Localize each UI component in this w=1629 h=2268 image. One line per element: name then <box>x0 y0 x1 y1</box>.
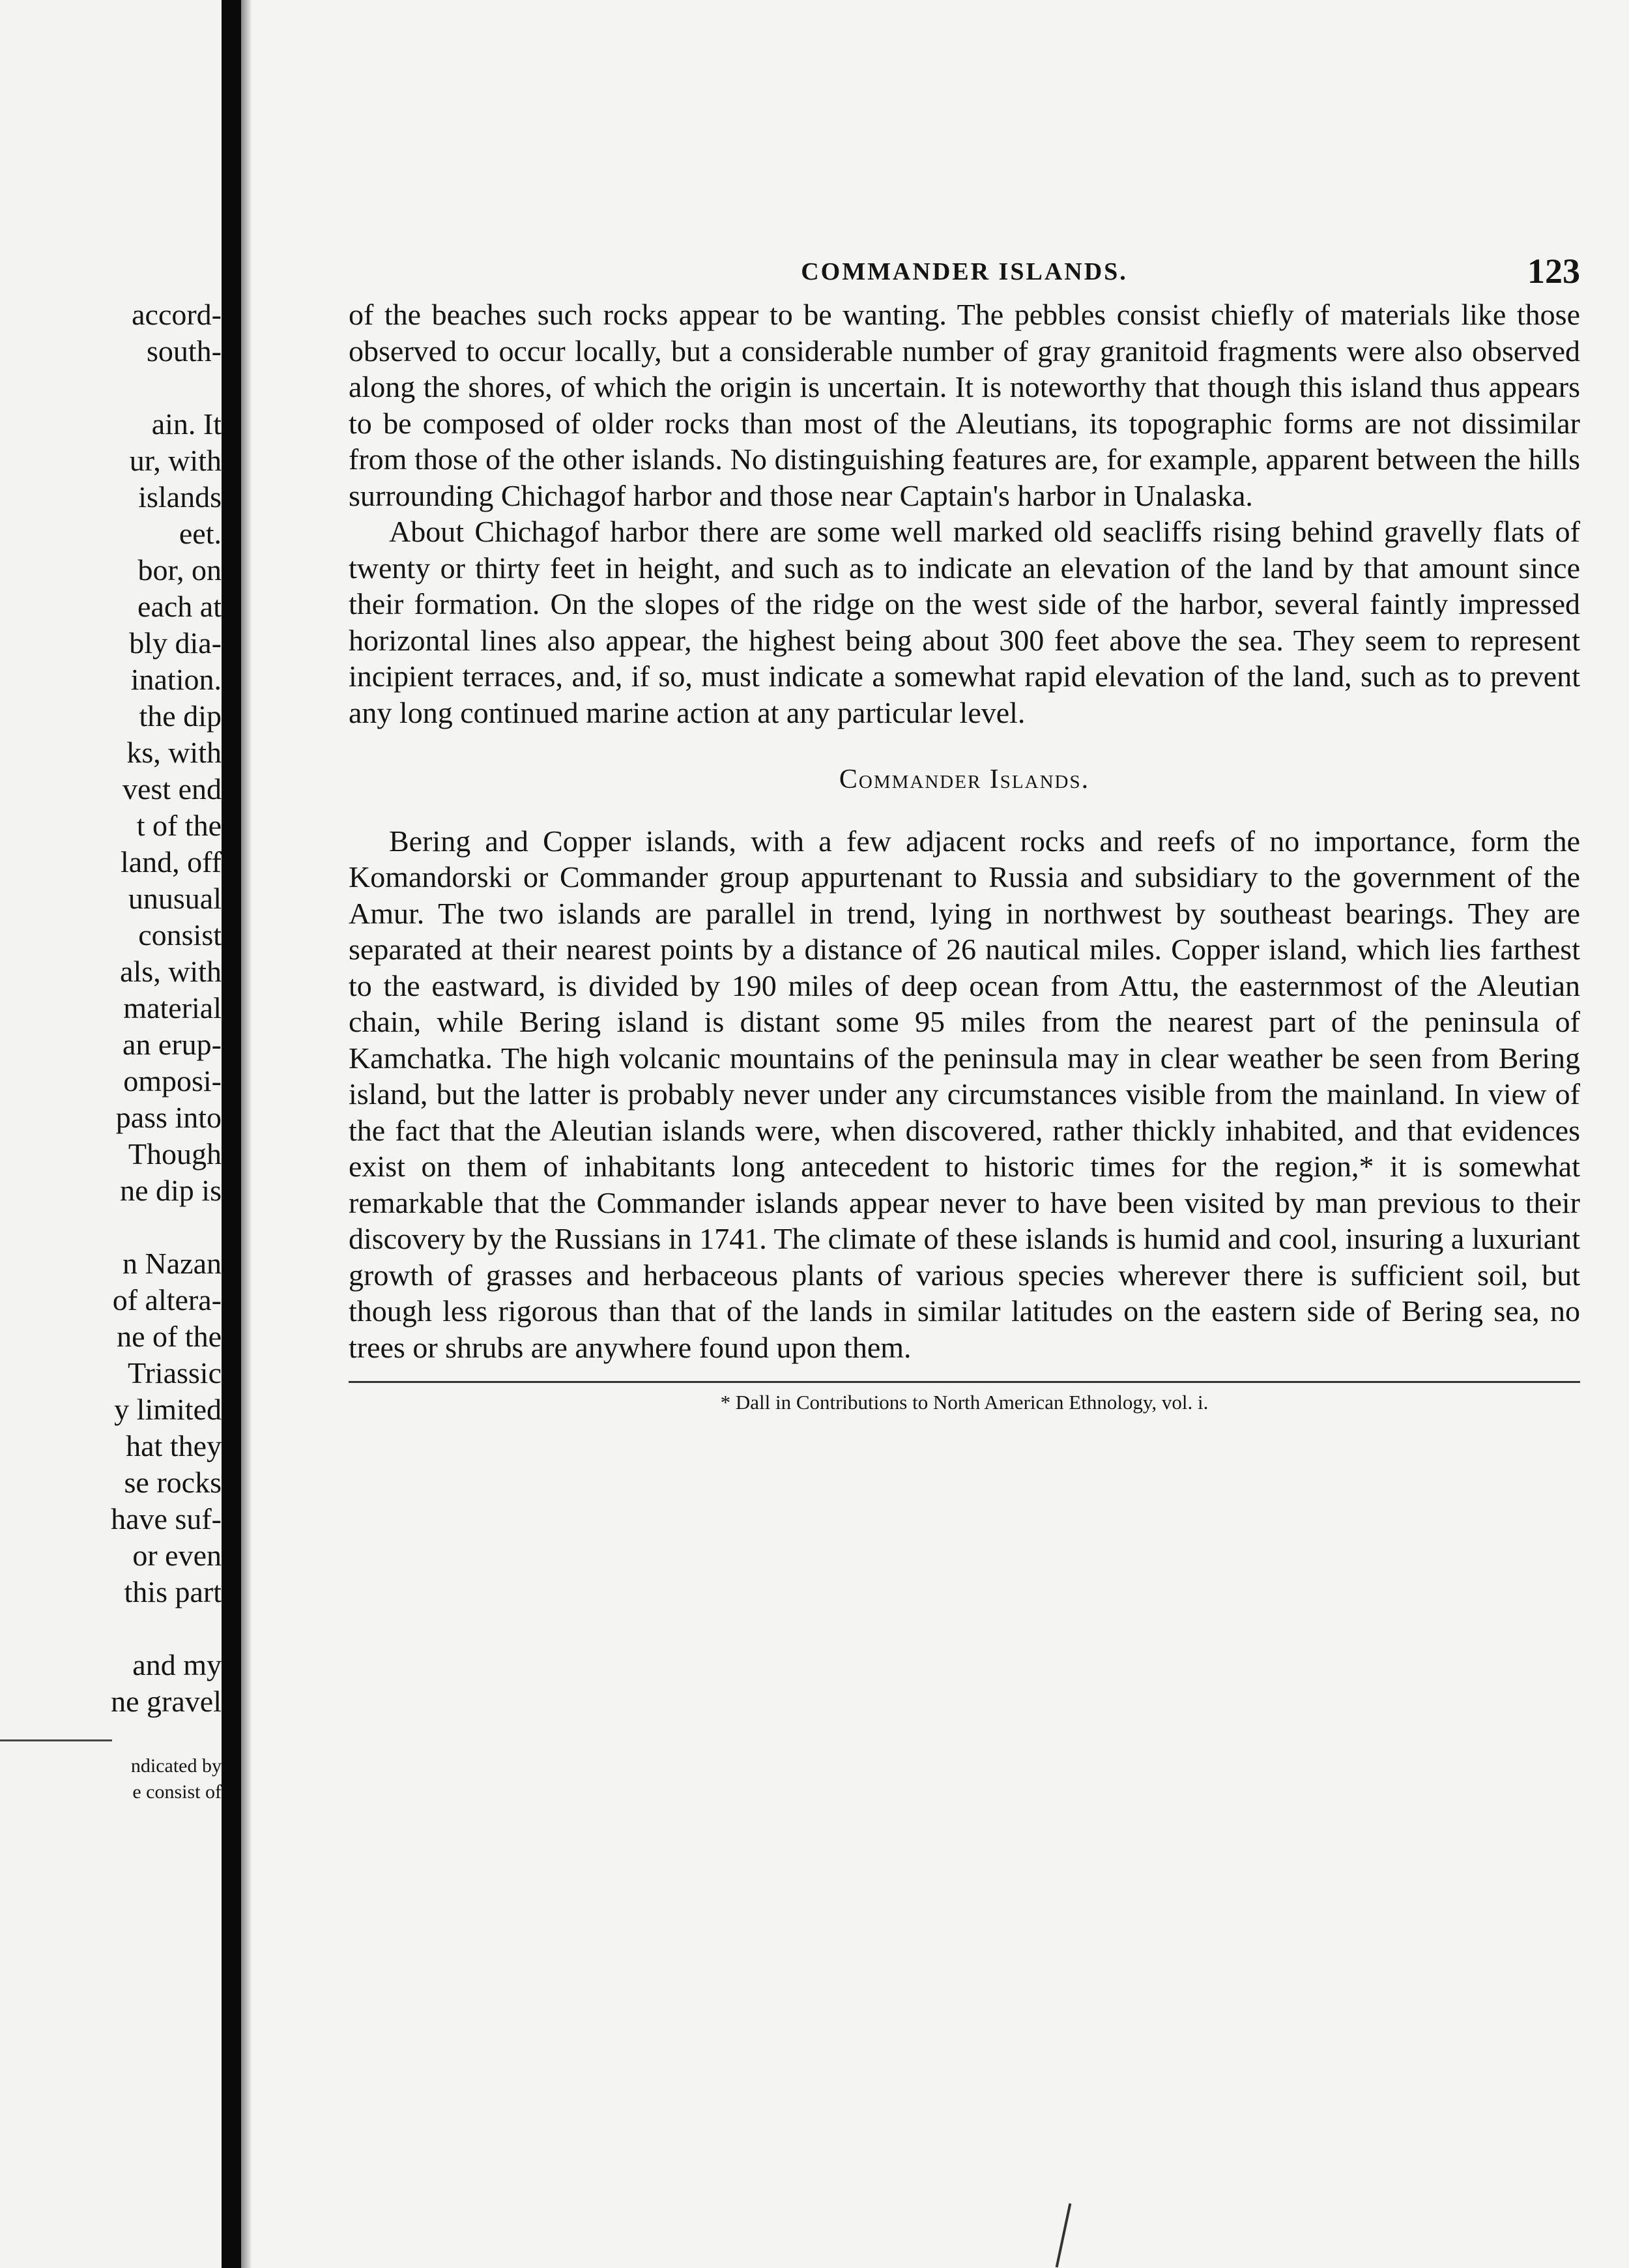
facing-page-footnote-line: e consist of <box>132 1781 222 1803</box>
facing-page-line: or even <box>132 1539 222 1572</box>
paragraph: About Chichagof harbor there are some well marked old seacliffs rising behind gravelly flats of twenty or thirty feet in height, and such as to indicate an elevation of the land by that amount since their formation. On the slopes of the ridge on the west side of the harbor, several faintly impressed horizontal lines also appear, the highest being about 300 feet above the sea. They seem to represent incipient terraces, and, if so, must indicate a somewhat rapid elevation of the land, such as to prevent any long continued marine action at any particular level. <box>349 515 1580 729</box>
section-heading: Commander Islands. <box>839 764 1090 794</box>
facing-page-line: t of the <box>136 809 222 842</box>
facing-page-line: accord- <box>132 298 222 331</box>
facing-page-line: islands <box>138 480 222 514</box>
facing-page-line: material <box>123 991 222 1025</box>
facing-page-line: and my <box>132 1648 222 1681</box>
scan-artifact-mark <box>1056 2203 1072 2268</box>
facing-page-line: bly dia- <box>129 626 222 660</box>
body-text <box>349 297 1580 1365</box>
facing-page-line: ne gravel <box>111 1685 222 1718</box>
facing-page-line: ain. It <box>151 407 222 441</box>
facing-page-line: pass into <box>115 1101 222 1134</box>
facing-page-line: y limited <box>114 1393 222 1426</box>
facing-page-footnote-rule <box>0 1739 112 1741</box>
facing-page-line: consist <box>138 918 222 952</box>
running-title: COMMANDER ISLANDS. <box>801 258 1128 285</box>
running-head <box>349 251 1580 297</box>
paragraph: of the beaches such rocks appear to be wanting. The pebbles consist chiefly of materials like those observed to occur locally, but a considerable number of gray granitoid fragments were also observed along the shores, of which the origin is uncertain. It is noteworthy that though this island thus appears to be composed of older rocks than most of the Aleutians, its topographic forms are not dissimilar from those of the other islands. No distinguishing features are, for example, apparent between the hills surrounding Chichagof harbor and those near Captain's harbor in Unalaska. <box>349 298 1580 512</box>
facing-page-line: an erup- <box>123 1028 222 1061</box>
page-edge-shadow <box>241 0 252 2268</box>
facing-page-line: each at <box>137 590 222 623</box>
page-number: 123 <box>1527 252 1580 291</box>
page <box>241 0 1629 2268</box>
facing-page-line: als, with <box>120 955 222 988</box>
paragraph: Bering and Copper islands, with a few adjacent rocks and reefs of no importance, form the Komandorski or Commander group appurtenant to Russia and subsidiary to the government of the Amur. The two islands are parallel in trend, lying in northwest by southeast bearings. They are separated at their nearest points by a distance of 26 nautical miles. Copper island, which lies farthest to the eastward, is divided by 190 miles of deep ocean from Attu, the easternmost of the Aleutian chain, while Bering island is distant some 95 miles from the nearest part of the peninsula of Kamchatka. The high volcanic mountains of the peninsula may in clear weather be seen from Bering island, but the latter is probably never under any circumstances visible from the mainland. In view of the fact that the Aleutian islands were, when discovered, rather thickly inhabited, and that evidences exist on them of inhabitants long antecedent to historic times for the region,* it is somewhat remarkable that the Commander islands appear never to have been visited by man previous to their discovery by the Russians in 1741. The climate of these islands is humid and cool, insuring a luxuriant growth of grasses and herbaceous plants of various species wherever there is sufficient soil, but though less rigorous than that of the lands in similar latitudes on the eastern side of Bering sea, no trees or shrubs are anywhere found upon them. <box>349 824 1580 1364</box>
facing-page-line: the dip <box>139 699 222 733</box>
facing-page-line: ne dip is <box>120 1174 222 1207</box>
book-gutter <box>222 0 241 2268</box>
facing-page-line: hat they <box>126 1429 222 1462</box>
page-content <box>349 251 1580 1416</box>
facing-page-line: Triassic <box>128 1356 222 1389</box>
facing-page <box>0 0 222 2268</box>
facing-page-line: ur, with <box>129 444 222 477</box>
facing-page-line: eet. <box>179 517 222 550</box>
facing-page-line: se rocks <box>124 1466 222 1499</box>
facing-page-line: land, off <box>120 845 222 879</box>
facing-page-line: ination. <box>130 663 222 696</box>
facing-page-line: omposi- <box>123 1064 222 1098</box>
facing-page-line: Though <box>128 1137 222 1170</box>
facing-page-line: ne of the <box>117 1320 222 1353</box>
footnote: * Dall in Contributions to North American Ethnology, vol. i. <box>720 1391 1209 1414</box>
facing-page-footnote-line: ndicated by <box>130 1755 222 1777</box>
facing-page-line: this part <box>124 1575 222 1608</box>
footnote-rule <box>349 1381 1580 1383</box>
facing-page-line: south- <box>147 334 222 368</box>
facing-page-line: ks, with <box>126 736 222 769</box>
facing-page-line: of altera- <box>112 1283 222 1316</box>
facing-page-line: bor, on <box>137 553 222 587</box>
facing-page-line: n Nazan <box>123 1247 222 1280</box>
facing-page-line: vest end <box>122 772 222 806</box>
facing-page-line: have suf- <box>111 1502 222 1535</box>
facing-page-line: unusual <box>128 882 222 915</box>
